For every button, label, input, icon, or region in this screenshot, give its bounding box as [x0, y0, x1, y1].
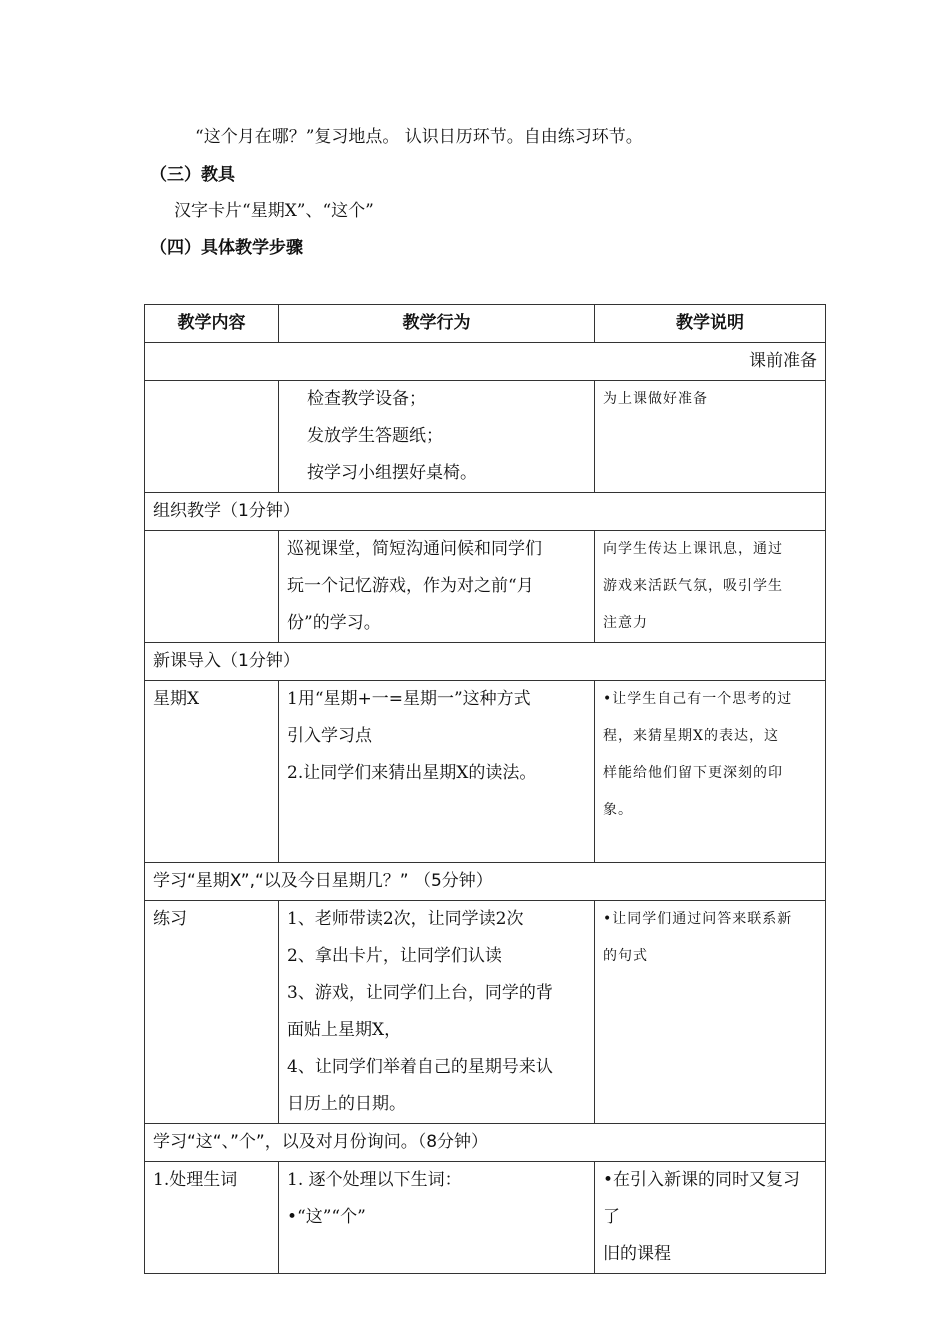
cell-note-study1: [595, 901, 826, 1124]
note-line: •让学生自己有一个思考的过: [603, 691, 793, 707]
cell-action-study1: [279, 901, 595, 1124]
intro-line: “这个月在哪？”复习地点。 认识日历环节。自由练习环节。: [195, 127, 643, 147]
table-row-study1: [145, 901, 826, 1124]
section-label-intro: 新课导入（1分钟）: [145, 643, 826, 681]
section-row-prep: [145, 343, 826, 381]
cell-content-intro: 星期X: [145, 681, 279, 863]
note-line: 样能给他们留下更深刻的印: [603, 765, 783, 781]
section-label-study1: 学习“星期X”,“以及今日星期几？” （5分钟）: [145, 863, 826, 901]
action-line: 巡视课堂，简短沟通问候和同学们: [287, 539, 542, 559]
cell-action-intro: [279, 681, 595, 863]
section-row-study2: [145, 1124, 826, 1162]
note-line: 旧的课程: [603, 1244, 671, 1264]
table-row-org: [145, 531, 826, 643]
header-action: 教学行为: [279, 305, 595, 343]
cell-content-prep: [145, 381, 279, 493]
action-line: 4、让同学们举着自己的星期号来认: [287, 1057, 553, 1077]
section-row-study1: [145, 863, 826, 901]
teaching-steps-table: [144, 304, 826, 1274]
action-line: 按学习小组摆好桌椅。: [307, 463, 477, 483]
cell-action-study2: [279, 1162, 595, 1274]
action-line: 1. 逐个处理以下生词：: [287, 1170, 462, 1190]
section4-heading: （四）具体教学步骤: [150, 238, 303, 258]
cell-note-org: [595, 531, 826, 643]
cell-content-org: [145, 531, 279, 643]
action-line: •“这”“个”: [287, 1207, 366, 1227]
note-line: 注意力: [603, 615, 648, 631]
section-label-prep: 课前准备: [145, 343, 826, 381]
action-line: 3、游戏，让同学们上台，同学的背: [287, 983, 553, 1003]
cell-action-prep: [279, 381, 595, 493]
note-line: 程，来猜星期X的表达，这: [603, 728, 779, 744]
note-line: 向学生传达上课讯息，通过: [603, 541, 783, 557]
section-label-org: 组织教学（1分钟）: [145, 493, 826, 531]
header-content: 教学内容: [145, 305, 279, 343]
note-line: 象。: [603, 802, 633, 818]
note-line: 的句式: [603, 948, 648, 964]
action-line: 2、拿出卡片，让同学们认读: [287, 946, 502, 966]
action-line: 1用“星期+一=星期一”这种方式: [287, 689, 531, 709]
action-line: 1、老师带读2次，让同学读2次: [287, 909, 524, 929]
note-line: •让同学们通过问答来联系新: [603, 911, 793, 927]
note-line: 游戏来活跃气氛，吸引学生: [603, 578, 783, 594]
cell-content-study2: 1.处理生词: [145, 1162, 279, 1274]
section3-heading: （三）教具: [150, 165, 235, 185]
action-line: 面贴上星期X，: [287, 1020, 402, 1040]
section-label-study2: 学习“这“、”个”，以及对月份询问。（8分钟）: [145, 1124, 826, 1162]
table-row-intro: [145, 681, 826, 863]
action-line: 日历上的日期。: [287, 1094, 406, 1114]
action-line: 检查教学设备；: [307, 389, 426, 409]
action-line: 玩一个记忆游戏，作为对之前“月: [287, 576, 534, 596]
cell-action-org: [279, 531, 595, 643]
note-line: •在引入新课的同时又复习了: [603, 1170, 801, 1227]
table-row-prep: [145, 381, 826, 493]
cell-note-prep: [595, 381, 826, 493]
section-row-intro: [145, 643, 826, 681]
table-header-row: [145, 305, 826, 343]
action-line: 份”的学习。: [287, 613, 381, 633]
section-row-org: [145, 493, 826, 531]
action-line: 发放学生答题纸；: [307, 426, 443, 446]
note-line: 为上课做好准备: [603, 391, 708, 407]
header-note: 教学说明: [595, 305, 826, 343]
action-line: 引入学习点: [287, 726, 372, 746]
cell-content-study1: 练习: [145, 901, 279, 1124]
cell-note-study2: [595, 1162, 826, 1274]
table-row-study2: [145, 1162, 826, 1274]
action-line: 2.让同学们来猜出星期X的读法。: [287, 763, 537, 783]
cell-note-intro: [595, 681, 826, 863]
section3-text: 汉字卡片“星期X”、“这个”: [174, 201, 374, 221]
